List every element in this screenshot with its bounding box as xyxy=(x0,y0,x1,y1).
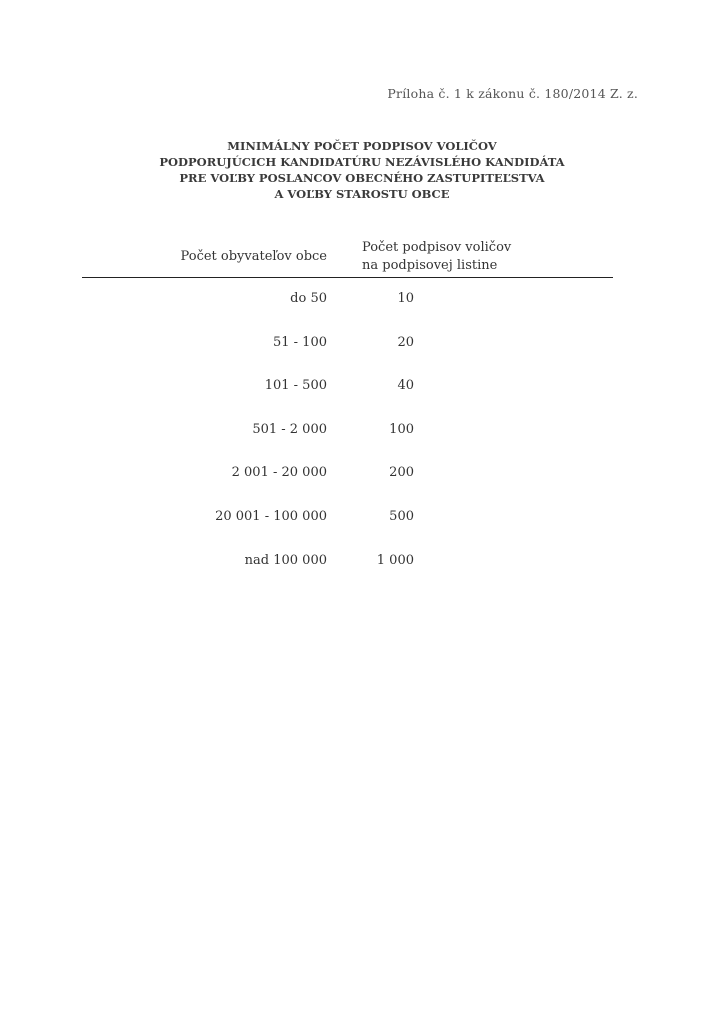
signature-count: 10 xyxy=(397,291,414,306)
table-row xyxy=(0,291,724,335)
table-row xyxy=(0,335,724,379)
document-title xyxy=(0,138,724,202)
population-range: 51 - 100 xyxy=(272,334,327,350)
header-divider xyxy=(82,277,613,278)
population-range: nad 100 000 xyxy=(244,552,327,568)
population-range: 2 001 - 20 000 xyxy=(231,465,327,481)
table-row xyxy=(0,509,724,553)
header-signatures xyxy=(362,239,511,275)
title-line-1: MINIMÁLNY POČET PODPISOV VOLIČOV xyxy=(227,139,497,153)
signature-count: 200 xyxy=(389,465,414,481)
header-population: Počet obyvateľov obce xyxy=(180,249,327,264)
signature-count: 100 xyxy=(389,421,414,437)
header-signatures-line-1: Počet podpisov voličov xyxy=(362,240,512,255)
table-row xyxy=(0,553,724,597)
title-line-4: A VOĽBY STAROSTU OBCE xyxy=(274,187,450,201)
annex-reference: Príloha č. 1 k zákonu č. 180/2014 Z. z. xyxy=(387,86,638,101)
title-line-2: PODPORUJÚCICH KANDIDATÚRU NEZÁVISLÉHO KANDIDÁTA xyxy=(159,155,565,169)
table-body xyxy=(0,291,724,596)
table-row xyxy=(0,422,724,466)
title-line-3: PRE VOĽBY POSLANCOV OBECNÉHO ZASTUPITEĽSTVA xyxy=(179,171,545,185)
signature-count: 500 xyxy=(389,508,414,524)
header-signatures-line-2: na podpisovej listine xyxy=(362,258,498,273)
signature-count: 40 xyxy=(397,378,414,394)
population-range: do 50 xyxy=(290,291,327,306)
signature-count: 1 000 xyxy=(376,552,414,568)
signature-count: 20 xyxy=(397,334,414,350)
table-row xyxy=(0,465,724,509)
population-range: 501 - 2 000 xyxy=(252,421,327,437)
population-range: 101 - 500 xyxy=(264,378,327,394)
table-row xyxy=(0,378,724,422)
population-range: 20 001 - 100 000 xyxy=(215,508,327,524)
